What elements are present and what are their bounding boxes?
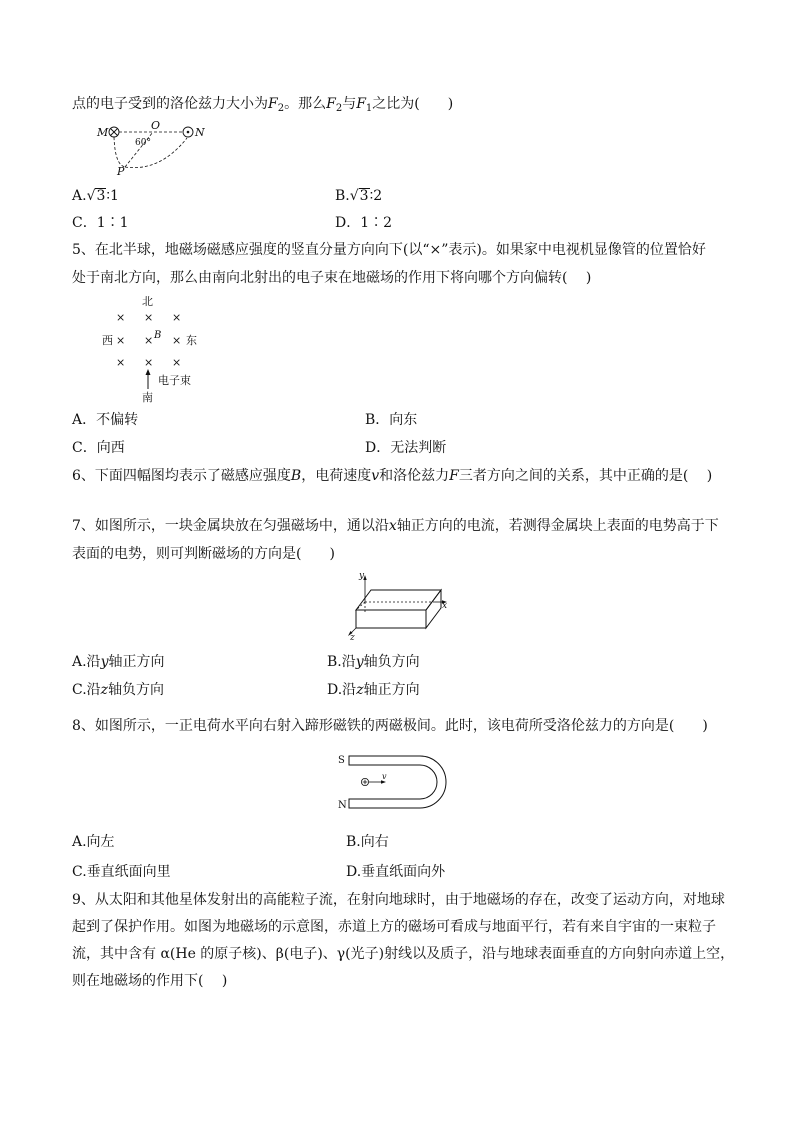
q4-label-P: P <box>117 165 125 178</box>
q5-cross: × <box>172 334 182 347</box>
q5-cross: × <box>116 334 126 347</box>
q7-figure <box>340 570 455 642</box>
q7-option-a[interactable]: A.沿y轴正方向 <box>72 654 165 670</box>
q5-cross: × <box>116 356 126 369</box>
q5-label-north: 北 <box>142 295 153 308</box>
q4-label-angle: 60° <box>135 138 151 148</box>
q8-option-a[interactable]: A.向左 <box>72 834 115 850</box>
q7-label-y: y <box>359 571 365 581</box>
q8-option-c[interactable]: C.垂直纸面向里 <box>72 864 171 880</box>
q5-option-b[interactable]: B．向东 <box>365 412 418 428</box>
q9-stem-line3: 流，其中含有 α(He 的原子核)、β(电子)、γ(光子)射线以及质子，沿与地球表面垂直的方向射向赤道上空， <box>72 946 735 962</box>
q8-label-v: v <box>382 772 387 781</box>
q4-label-M: M <box>97 126 109 139</box>
q7-option-c[interactable]: C.沿z轴负方向 <box>72 682 165 698</box>
q7-label-z: z <box>350 633 355 642</box>
q5-figure <box>100 293 210 405</box>
q5-option-c[interactable]: C．向西 <box>72 440 125 456</box>
q5-label-beam: 电子束 <box>158 374 191 387</box>
q6-stem: 6、下面四幅图均表示了磁感应强度B，电荷速度v和洛伦兹力F三者方向之间的关系，其中正确的是( ) <box>72 468 713 484</box>
q5-cross: × <box>144 334 154 347</box>
q4-option-b[interactable]: B.√3∶2 <box>335 188 383 204</box>
q5-cross: × <box>144 311 154 324</box>
q8-label-N: N <box>338 800 347 811</box>
q5-label-west: 西 <box>102 334 113 347</box>
q7-option-b[interactable]: B.沿y轴负方向 <box>327 654 420 670</box>
q7-stem-line1: 7、如图所示，一块金属块放在匀强磁场中，通以沿x轴正方向的电流，若测得金属块上表面的电势高于下 <box>72 518 719 534</box>
q8-stem: 8、如图所示，一正电荷水平向右射入蹄形磁铁的两磁极间。此时，该电荷所受洛伦兹力的方向是( ) <box>72 718 708 734</box>
q7-option-d[interactable]: D.沿z轴正方向 <box>327 682 420 698</box>
q4-option-a[interactable]: A.√3∶1 <box>72 188 119 204</box>
q9-stem-line2: 起到了保护作用。如图为地磁场的示意图，赤道上方的磁场可看成与地面平行，若有来自宇宙的一束粒子 <box>72 919 716 935</box>
q5-cross: × <box>172 356 182 369</box>
q4-label-N: N <box>195 126 205 139</box>
q8-option-d[interactable]: D.垂直纸面向外 <box>346 864 446 880</box>
q8-option-b[interactable]: B.向右 <box>346 834 389 850</box>
q8-figure <box>335 748 460 816</box>
q4-figure <box>95 120 215 178</box>
q8-label-S: S <box>338 755 345 766</box>
q4-option-d[interactable]: D．1∶2 <box>335 215 393 231</box>
q5-cross: × <box>172 311 182 324</box>
q7-stem-line2: 表面的电势，则可判断磁场的方向是( ) <box>72 546 335 562</box>
q7-label-x: x <box>442 601 448 611</box>
q5-stem-line1: 5、在北半球，地磁场磁感应强度的竖直分量方向向下(以“×”表示)。如果家中电视机显像管的位置恰好 <box>72 242 706 258</box>
q9-stem-line1: 9、从太阳和其他星体发射出的高能粒子流，在射向地球时，由于地磁场的存在，改变了运动方向，对地球 <box>72 892 725 908</box>
q5-option-a[interactable]: A．不偏转 <box>72 412 139 428</box>
q5-label-east: 东 <box>186 334 197 347</box>
q4-option-c[interactable]: C．1∶1 <box>72 215 129 231</box>
q5-cross: × <box>144 356 154 369</box>
q5-label-south: 南 <box>142 391 153 404</box>
q4-label-O: O <box>151 120 161 132</box>
q5-option-d[interactable]: D．无法判断 <box>365 440 447 456</box>
q5-stem-line2: 处于南北方向，那么由南向北射出的电子束在地磁场的作用下将向哪个方向偏转( ) <box>72 270 592 286</box>
q4-stem: 点的电子受到的洛伦兹力大小为$F_2$。那么$F_2$与$F_1$之比为( ) <box>72 96 454 114</box>
q5-cross: × <box>116 311 126 324</box>
q9-stem-line4: 则在地磁场的作用下( ) <box>72 973 228 989</box>
q5-label-B: B <box>154 330 162 341</box>
